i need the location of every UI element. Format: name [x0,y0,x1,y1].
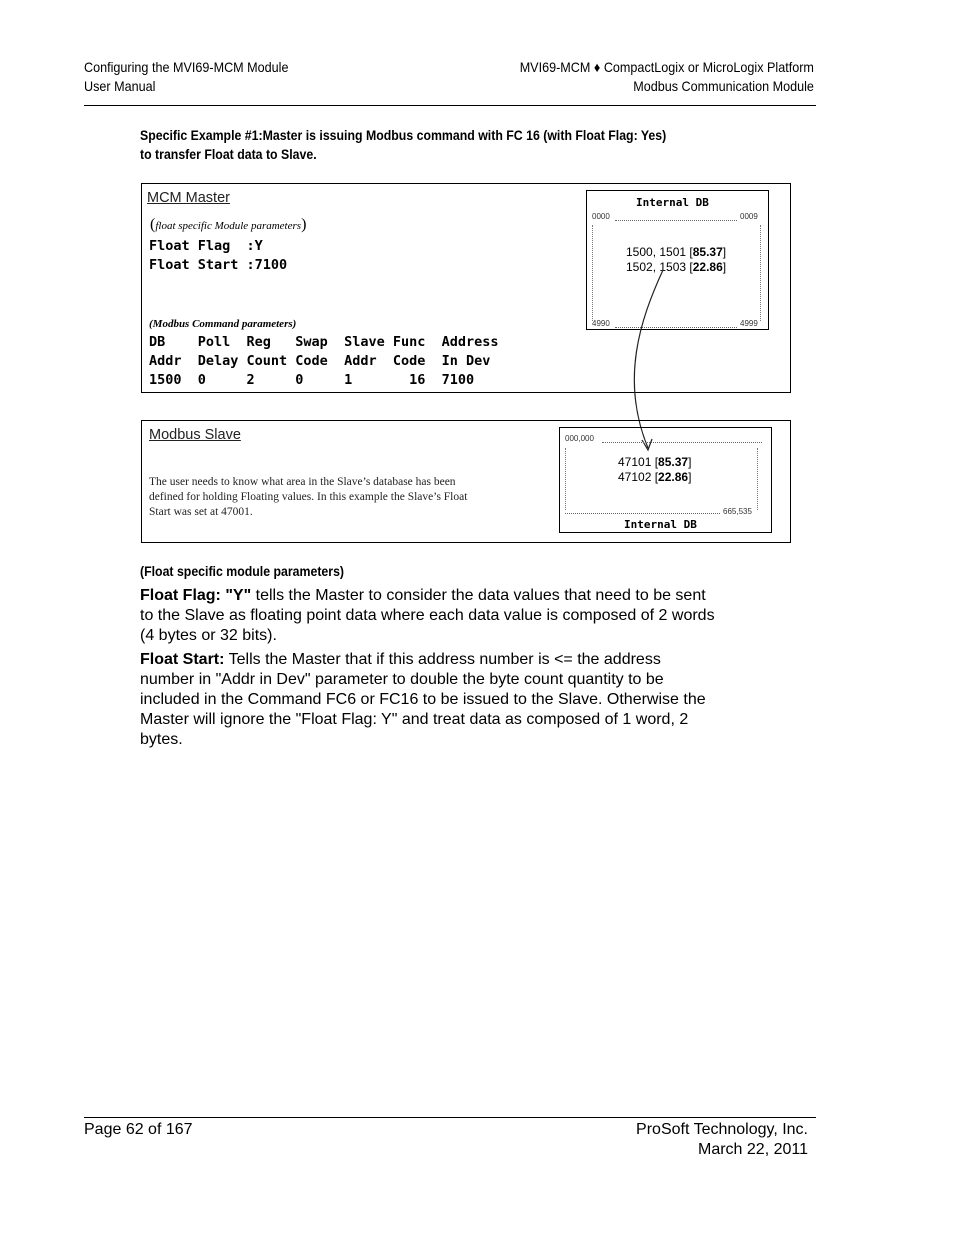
company-name: ProSoft Technology, Inc. [636,1121,808,1138]
header-left [84,58,288,96]
slave-db-dots-bottom [565,513,720,514]
header-module: Modbus Communication Module [633,78,814,94]
master-db-dots-top [615,220,737,221]
master-db-end-end: 4999 [740,319,758,328]
slave-db-left-dots [565,448,566,510]
master-db-right-dots [760,225,761,321]
float-flag-value: Float Flag :Y [149,238,263,254]
slave-db-start: 000,000 [565,434,594,443]
master-db-left-dots [592,225,593,321]
cmd-header-row2: Addr Delay Count Code Addr Code In Dev [149,353,491,369]
command-params-label: (Modbus Command parameters) [149,318,297,330]
page-number: Page 62 of 167 [84,1121,193,1138]
float-start-paragraph: Float Start: Tells the Master that if this address number is <= the address number in "Addr in Dev" parameter to double the byte count quantity to be included in the Command FC6 or FC16 to be issued to the Slave. Otherwise the Master will ignore the "Float Flag: Y" and treat data as composed of 1 word, 2 bytes. [140,651,706,748]
header-doc-type: User Manual [84,78,156,94]
master-db-title: Internal DB [636,196,709,209]
header-right [520,58,814,96]
slave-title: Modbus Slave [149,427,241,443]
float-flag-term: Float Flag: "Y" [140,587,252,604]
header-rule [84,105,816,106]
cmd-header-row1: DB Poll Reg Swap Slave Func Address [149,334,499,350]
master-db-entry-1: 1500, 1501 [85.37] [626,245,727,259]
float-params-label: (float specific Module parameters) [150,216,307,233]
slave-db-right-dots [757,448,758,510]
slave-db-title: Internal DB [624,518,697,531]
master-db-end: 4990 [592,319,610,328]
cmd-values-row: 1500 0 2 0 1 16 7100 [149,372,475,388]
footer-right [636,1120,808,1160]
header-product: MVI69-MCM ♦ CompactLogix or MicroLogix Platform [519,59,814,75]
master-db-entry-2: 1502, 1503 [22.86] [626,260,727,274]
master-title: MCM Master [147,190,230,206]
publication-date: March 22, 2011 [698,1141,808,1158]
section-title: Specific Example #1:Master is issuing Modbus command with FC 16 (with Float Flag: Yes) to transfer Float data to Slave. [140,127,667,162]
header-doc-title: Configuring the MVI69-MCM Module [84,59,289,75]
slave-db-dots-top [602,442,762,443]
float-start-value: Float Start :7100 [149,257,288,273]
float-start-term: Float Start: [140,651,225,668]
float-flag-paragraph: Float Flag: "Y" tells the Master to consider the data values that need to be sent to the Slave as floating point data where each data value is composed of 2 words (4 bytes or 32 bits). [140,587,715,644]
float-params-subheading: (Float specific module parameters) [140,563,345,579]
footer-rule [84,1117,816,1118]
slave-internal-db [559,427,772,533]
slave-db-end: 665,535 [723,507,752,516]
slave-note: The user needs to know what area in the Slave’s database has been defined for holding Floating values. In this example the Slave’s Float Start was set at 47001. [149,476,468,518]
slave-db-entry-2: 47102 [22.86] [618,470,692,484]
master-db-start: 0000 [592,212,610,221]
master-db-start-end: 0009 [740,212,758,221]
slave-db-entry-1: 47101 [85.37] [618,455,692,469]
